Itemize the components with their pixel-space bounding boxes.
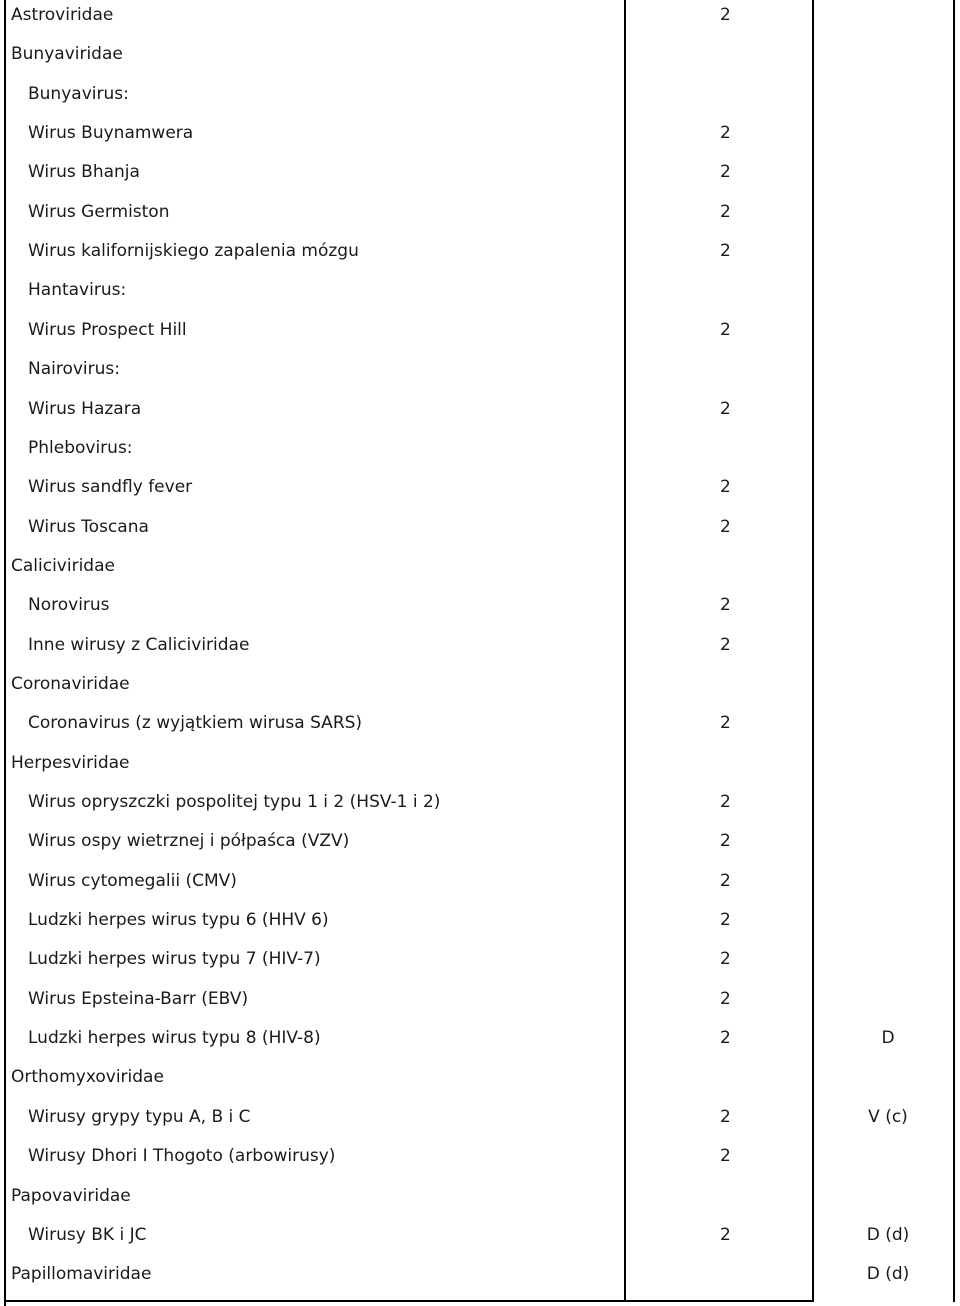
risk-group: 2	[720, 5, 731, 25]
virus-name: Bunyavirus:	[28, 83, 129, 104]
family-name: Coronaviridae	[11, 673, 130, 694]
virus-name: Phlebovirus:	[28, 437, 133, 458]
table-row	[0, 0, 960, 39]
virus-name: Inne wirusy z Caliciviridae	[28, 634, 250, 655]
table-row	[0, 944, 960, 983]
virus-name: Wirus kalifornijskiego zapalenia mózgu	[28, 241, 359, 262]
risk-group: 2	[720, 910, 731, 931]
virus-name: Wirus Bhanja	[28, 162, 140, 183]
table-bottom-border	[4, 1300, 814, 1302]
table-row	[0, 669, 960, 708]
virus-name: Wirusy BK i JC	[28, 1224, 147, 1245]
risk-group: 2	[720, 477, 731, 498]
virus-name: Wirus opryszczki pospolitej typu 1 i 2 (HSV-1 i 2)	[28, 792, 441, 812]
table-row	[0, 905, 960, 944]
risk-group: 2	[720, 988, 731, 1009]
virus-name: Ludzki herpes wirus typu 7 (HIV-7)	[28, 949, 321, 970]
table-row	[0, 472, 960, 511]
risk-group: 2	[720, 792, 731, 812]
table-row	[0, 79, 960, 118]
risk-group: 2	[720, 319, 731, 340]
virus-name: Nairovirus:	[28, 359, 121, 380]
risk-group: 2	[720, 870, 731, 891]
virus-name: Wirusy Dhori I Thogoto (arbowirusy)	[28, 1146, 336, 1167]
risk-group: 2	[720, 1106, 731, 1127]
risk-group: 2	[720, 1146, 731, 1167]
table-row	[0, 118, 960, 157]
virus-name: Ludzki herpes wirus typu 8 (HIV-8)	[28, 1028, 321, 1049]
virus-name: Coronavirus (z wyjątkiem wirusa SARS)	[28, 713, 363, 734]
table-row	[0, 1102, 960, 1141]
remarks: V (c)	[868, 1106, 908, 1127]
virus-name: Wirusy grypy typu A, B i C	[28, 1106, 251, 1127]
virus-name: Wirus cytomegalii (CMV)	[28, 870, 237, 891]
table-row	[0, 826, 960, 865]
table-row	[0, 1259, 960, 1298]
virus-name: Wirus ospy wietrznej i półpaśca (VZV)	[28, 831, 350, 852]
risk-group: 2	[720, 162, 731, 183]
risk-group: 2	[720, 634, 731, 655]
table-row	[0, 433, 960, 472]
family-name: Papillomaviridae	[11, 1264, 152, 1285]
virus-name: Wirus Hazara	[28, 398, 142, 419]
table-row	[0, 394, 960, 433]
risk-group: 2	[720, 595, 731, 616]
virus-name: Wirus Prospect Hill	[28, 319, 187, 340]
table-row	[0, 1220, 960, 1259]
table-row	[0, 512, 960, 551]
family-name: Herpesviridae	[11, 752, 130, 773]
risk-group: 2	[720, 241, 731, 262]
family-name: Astroviridae	[11, 5, 114, 25]
risk-group: 2	[720, 123, 731, 144]
table-row	[0, 984, 960, 1023]
table-row	[0, 866, 960, 905]
virus-name: Hantavirus:	[28, 280, 127, 301]
virus-name: Ludzki herpes wirus typu 6 (HHV 6)	[28, 910, 329, 931]
risk-group: 2	[720, 1028, 731, 1049]
table-row	[0, 1181, 960, 1220]
table-row	[0, 157, 960, 196]
table-row	[0, 748, 960, 787]
family-name: Papovaviridae	[11, 1185, 131, 1206]
table-row	[0, 236, 960, 275]
table-row	[0, 354, 960, 393]
virus-name: Wirus Toscana	[28, 516, 149, 537]
remarks: D (d)	[866, 1224, 910, 1245]
table-row	[0, 197, 960, 236]
family-name: Bunyaviridae	[11, 44, 123, 65]
table-row	[0, 275, 960, 314]
table-row	[0, 1062, 960, 1101]
table-row	[0, 1141, 960, 1180]
risk-group: 2	[720, 949, 731, 970]
table-row	[0, 787, 960, 826]
risk-group: 2	[720, 516, 731, 537]
virus-name: Wirus Epsteina-Barr (EBV)	[28, 988, 249, 1009]
remarks: D	[881, 1028, 895, 1049]
risk-group: 2	[720, 201, 731, 222]
virus-name: Norovirus	[28, 595, 110, 616]
family-name: Orthomyxoviridae	[11, 1067, 164, 1088]
virus-name: Wirus Buynamwera	[28, 123, 194, 144]
risk-group: 2	[720, 1224, 731, 1245]
family-name: Caliciviridae	[11, 555, 115, 576]
table-row	[0, 39, 960, 78]
table-row	[0, 1023, 960, 1062]
risk-group: 2	[720, 713, 731, 734]
table-row	[0, 708, 960, 747]
risk-group: 2	[720, 831, 731, 852]
table-row	[0, 590, 960, 629]
risk-group: 2	[720, 398, 731, 419]
remarks: D (d)	[866, 1264, 910, 1285]
table-row	[0, 315, 960, 354]
table-row	[0, 551, 960, 590]
virus-name: Wirus Germiston	[28, 201, 170, 222]
virus-name: Wirus sandfly fever	[28, 477, 193, 498]
table-row	[0, 630, 960, 669]
